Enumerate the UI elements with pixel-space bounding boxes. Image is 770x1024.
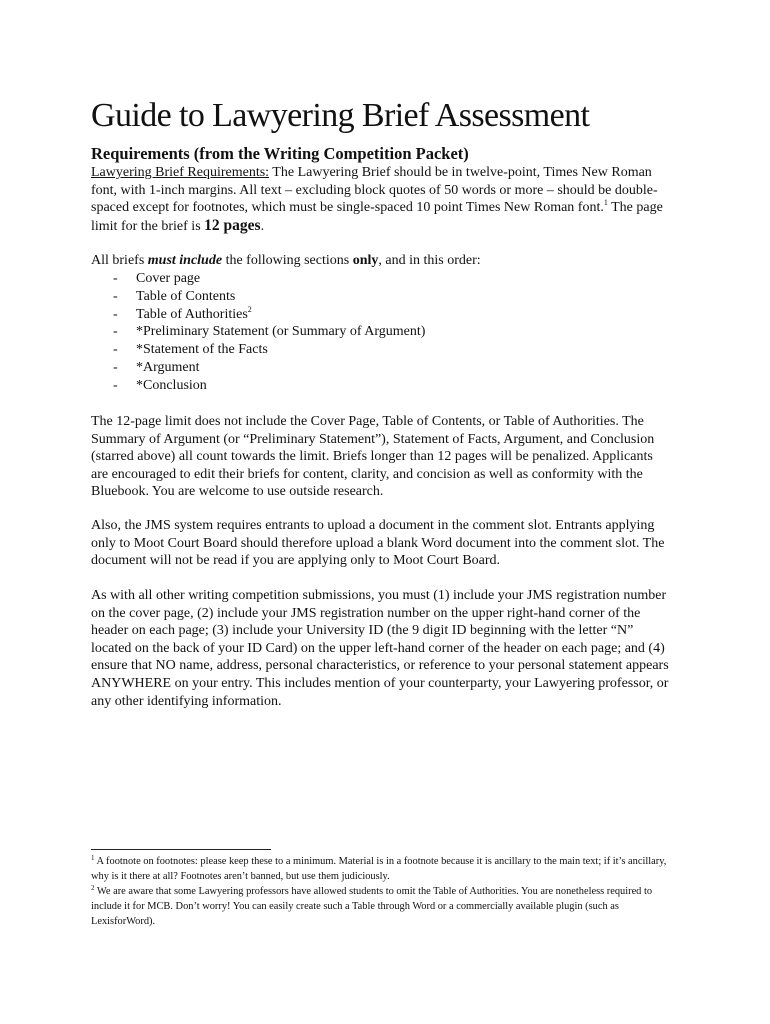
footnotes xyxy=(91,854,671,929)
page-title: Guide to Lawyering Brief Assessment xyxy=(91,97,590,134)
sections-intro-text-a: All briefs xyxy=(91,253,148,268)
footnote-text: We are aware that some Lawyering professors have allowed students to omit the Table of Authorities. You are nonetheless required to include it for MCB. Don’t worry! You can easily create such a Table through Word or a commercially available plugin (such as LexisforWord). xyxy=(91,886,653,927)
section-label: *Statement of the Facts xyxy=(136,342,268,358)
requirements-text-c: . xyxy=(260,218,265,234)
sections-intro-text-b: the following sections xyxy=(222,253,353,268)
list-item xyxy=(113,288,425,306)
section-label: Cover page xyxy=(136,271,201,286)
footnote-1 xyxy=(91,854,671,884)
page-limit-value: 12 pages xyxy=(204,216,261,234)
jms-comment-slot-paragraph: Also, the JMS system requires entrants to upload a document in the comment slot. Entrants applying only to Moot Court Board should therefore upload a blank Word document into the comment slot. The document will not be read if you are applying only to Moot Court Board. xyxy=(91,518,665,569)
footnote-2 xyxy=(91,884,671,929)
requirements-text-b: The page limit for the brief is xyxy=(91,200,663,234)
footnote-ref-2[interactable]: 2 xyxy=(247,304,252,314)
list-dash: - xyxy=(113,271,118,286)
only-emphasis: only xyxy=(352,253,379,268)
requirements-paragraph xyxy=(91,164,671,235)
list-item xyxy=(113,306,425,324)
list-dash: - xyxy=(113,359,118,375)
list-dash: - xyxy=(113,377,118,393)
must-include-emphasis: must include xyxy=(147,253,223,268)
footnote-mark: 2 xyxy=(91,884,95,892)
section-label: Table of Contents xyxy=(136,288,236,304)
footnote-text: A footnote on footnotes: please keep these to a minimum. Material is in a footnote because it is ancillary to the main text; if it’s ancillary, why is it there at all? Footnotes aren’t banned, but use them judiciously. xyxy=(91,856,667,882)
section-label: *Argument xyxy=(136,359,200,375)
list-item xyxy=(113,323,425,341)
footnote-divider xyxy=(91,849,271,850)
requirements-label: Lawyering Brief Requirements: xyxy=(91,165,270,180)
section-label: *Conclusion xyxy=(136,377,207,393)
list-item xyxy=(113,377,425,395)
list-item xyxy=(113,270,425,288)
footnote-mark: 1 xyxy=(91,854,95,862)
submission-rules-paragraph: As with all other writing competition submissions, you must (1) include your JMS registration number on the cover page, (2) include your JMS registration number on the upper right-hand corner of the header on each page; (3) include your University ID (the 9 digit ID beginning with the letter “N” located on the back of your ID Card) on the upper left-hand corner of the header on each page; and (4) ensure that NO name, address, personal characteristics, or reference to your personal statement appears ANYWHERE on your entry. This includes mention of your counterparty, your Lawyering professor, or any other identifying information. xyxy=(91,588,669,709)
required-sections-list xyxy=(113,270,425,395)
list-item xyxy=(113,359,425,377)
page-limit-paragraph: The 12-page limit does not include the Cover Page, Table of Contents, or Table of Authorities. The Summary of Argument (or “Preliminary Statement”), Statement of Facts, Argument, and Conclusion (starred above) all count towards the limit. Briefs longer than 12 pages will be penalized. Applicants are encouraged to edit their briefs for content, clarity, and concision as well as conformity with the Bluebook. You are welcome to use outside research. xyxy=(91,414,655,500)
sections-intro xyxy=(91,252,671,270)
section-label: *Preliminary Statement (or Summary of Argument) xyxy=(136,324,426,340)
section-label: Table of Authorities xyxy=(136,306,248,322)
sections-intro-text-c: , and in this order: xyxy=(378,253,481,268)
list-dash: - xyxy=(113,342,118,358)
section-heading: Requirements (from the Writing Competition Packet) xyxy=(91,144,469,163)
footnote-ref-1[interactable]: 1 xyxy=(603,198,608,208)
requirements-text-a: The Lawyering Brief should be in twelve-point, Times New Roman font, with 1-inch margins. All text – excluding block quotes of 50 words or more – should be double-spaced except for footnotes, which must be single-spaced 10 point Times New Roman font. xyxy=(91,165,658,216)
list-dash: - xyxy=(113,306,118,322)
list-dash: - xyxy=(113,324,118,340)
list-dash: - xyxy=(113,288,118,304)
list-item xyxy=(113,341,425,359)
